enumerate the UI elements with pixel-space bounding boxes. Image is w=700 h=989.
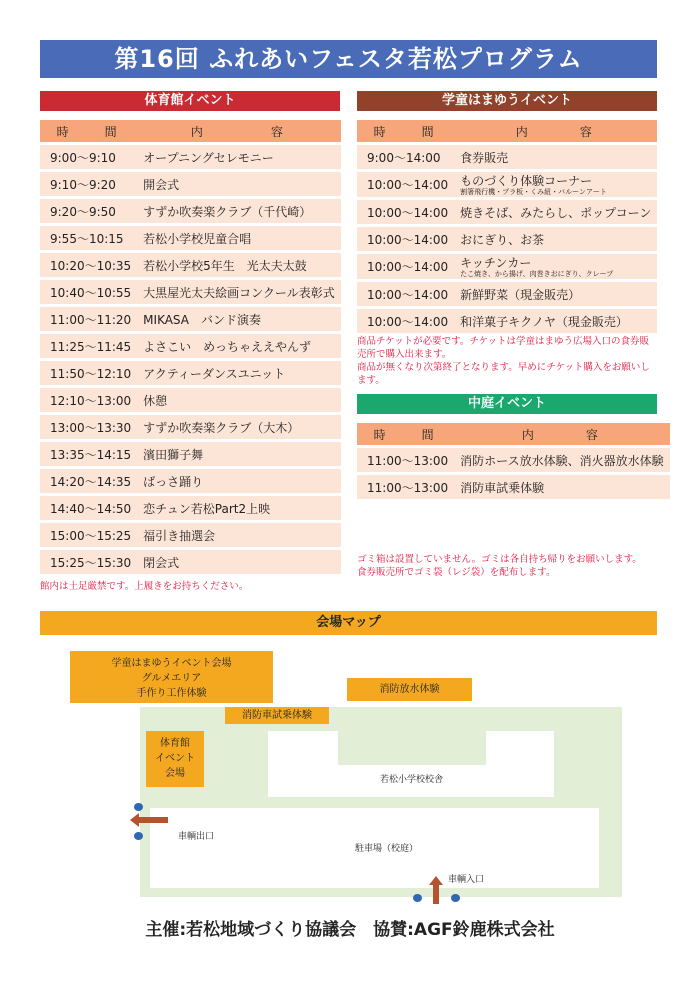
time-cell: 14:40〜14:50 <box>40 496 137 520</box>
entrance-marker-left <box>413 894 422 902</box>
content-text: 焼きそば、みたらし、ポップコーン <box>460 205 652 220</box>
content-cell <box>454 309 657 333</box>
content-text: 休憩 <box>143 393 168 408</box>
time-header: 時 間 <box>357 120 454 142</box>
map-section-title: 会場マップ <box>40 611 657 635</box>
time-cell: 14:20〜14:35 <box>40 469 137 493</box>
time-cell: 13:35〜14:15 <box>40 442 137 466</box>
content-text: オープニングセレモニー <box>143 150 274 165</box>
courtyard-note <box>357 553 657 579</box>
time-cell: 10:00〜14:00 <box>357 254 454 279</box>
gakudo-event-area <box>70 651 273 703</box>
firetruck-ride-area: 消防車試乗体験 <box>225 707 329 724</box>
time-cell: 11:00〜13:00 <box>357 475 454 499</box>
time-cell: 11:00〜13:00 <box>357 448 454 472</box>
content-text: 和洋菓子キクノヤ（現金販売） <box>460 314 628 329</box>
courtyard-section-title: 中庭イベント <box>357 394 657 414</box>
schedule-row <box>40 253 341 277</box>
content-text: 恋チュン若松Part2上映 <box>143 501 271 516</box>
courtyard-note-2: 食券販売所でゴミ袋（レジ袋）を配布します。 <box>357 567 556 578</box>
schedule-row <box>40 415 341 439</box>
entrance-marker-right <box>451 894 460 902</box>
time-cell: 15:00〜15:25 <box>40 523 137 547</box>
content-cell <box>137 496 341 520</box>
gakudo-section-title: 学童はまゆうイベント <box>357 91 657 111</box>
gym-schedule-table <box>40 117 341 577</box>
content-cell <box>454 448 669 472</box>
time-cell: 11:25〜11:45 <box>40 334 137 358</box>
content-text: 大黒屋光太夫絵画コンクール表彰式 <box>143 285 335 300</box>
schedule-row <box>40 361 341 385</box>
time-cell: 9:20〜9:50 <box>40 199 137 223</box>
schedule-row <box>40 280 341 304</box>
content-text: 若松小学校5年生 光太夫太鼓 <box>143 258 307 273</box>
school-building-label: 若松小学校校舎 <box>380 775 444 785</box>
time-cell: 10:00〜14:00 <box>357 309 454 333</box>
content-cell <box>454 475 669 499</box>
content-cell <box>137 334 341 358</box>
content-text: すずか吹奏楽クラブ（千代崎） <box>143 204 312 219</box>
content-text: 消防ホース放水体験、消火器放水体験 <box>460 453 664 468</box>
schedule-row <box>40 388 341 412</box>
content-text: キッチンカー <box>460 256 532 270</box>
schedule-row <box>357 200 657 224</box>
time-cell: 13:00〜13:30 <box>40 415 137 439</box>
content-cell <box>454 282 657 306</box>
time-cell: 9:55〜10:15 <box>40 226 137 250</box>
content-cell <box>137 523 341 547</box>
gym-label-1: 体育館 <box>160 738 190 749</box>
entrance-label: 車輌入口 <box>448 875 485 885</box>
gym-label-3: 会場 <box>165 768 185 779</box>
content-text: ものづくり体験コーナー <box>460 174 593 188</box>
gakudo-note-1: 商品チケットが必要です。チケットは学童はまゆう広場入口の食券販売所で購入出来ます。 <box>357 336 650 360</box>
schedule-row <box>40 172 341 196</box>
time-cell: 10:00〜14:00 <box>357 227 454 251</box>
content-header: 内 容 <box>454 423 669 445</box>
schedule-row <box>40 550 341 574</box>
schedule-row <box>357 227 657 251</box>
content-cell <box>454 172 657 197</box>
schedule-row <box>357 172 657 197</box>
gym-label-2: イベント <box>155 753 195 764</box>
content-cell <box>137 361 341 385</box>
parking-label: 駐車場（校庭） <box>355 844 419 854</box>
schedule-row <box>357 254 657 279</box>
content-text: 消防車試乗体験 <box>460 480 545 495</box>
content-header: 内 容 <box>137 120 341 142</box>
content-cell <box>454 254 657 279</box>
schedule-row <box>357 448 670 472</box>
content-cell <box>454 145 657 169</box>
exit-label: 車輌出口 <box>178 832 215 842</box>
content-cell <box>137 145 341 169</box>
content-cell <box>137 388 341 412</box>
content-text: よさこい めっちゃええやんず <box>143 339 312 354</box>
school-building <box>268 731 338 797</box>
school-building-right <box>486 731 554 797</box>
content-cell <box>137 469 341 493</box>
content-text: ばっさ踊り <box>143 474 204 489</box>
content-cell <box>137 199 341 223</box>
time-cell: 10:40〜10:55 <box>40 280 137 304</box>
content-cell <box>137 172 341 196</box>
exit-arrow-icon <box>130 813 170 827</box>
gakudo-schedule-table <box>357 117 657 336</box>
organizer-sponsor-footer: 主催:若松地域づくり協議会 協賛:AGF鈴鹿株式会社 <box>145 920 555 940</box>
gakudo-note <box>357 335 657 387</box>
schedule-row <box>357 145 657 169</box>
schedule-row <box>40 307 341 331</box>
content-cell <box>137 442 341 466</box>
content-text: MIKASA バンド演奏 <box>143 312 261 327</box>
schedule-row <box>40 496 341 520</box>
time-cell: 10:20〜10:35 <box>40 253 137 277</box>
time-cell: 9:00〜14:00 <box>357 145 454 169</box>
content-text: 閉会式 <box>143 555 180 570</box>
schedule-row <box>357 309 657 333</box>
gym-venue-area <box>146 731 204 787</box>
content-cell <box>454 227 657 251</box>
time-cell: 10:00〜14:00 <box>357 282 454 306</box>
content-text: 食券販売 <box>460 150 509 165</box>
content-text: 濱田獅子舞 <box>143 447 204 462</box>
courtyard-schedule-table <box>357 420 670 502</box>
content-header: 内 容 <box>454 120 657 142</box>
content-text: 開会式 <box>143 177 180 192</box>
content-cell <box>137 307 341 331</box>
content-text: すずか吹奏楽クラブ（大木） <box>143 420 300 435</box>
schedule-row <box>40 199 341 223</box>
schedule-row <box>357 282 657 306</box>
gakudo-area-label: 学童はまゆうイベント会場 <box>111 658 232 669</box>
entrance-arrow-icon <box>429 876 443 904</box>
gakudo-note-2: 商品が無くなり次第終了となります。早めにチケット購入をお願いします。 <box>357 362 650 386</box>
content-text: 新鮮野菜（現金販売） <box>460 287 581 302</box>
content-text: 福引き抽選会 <box>143 528 216 543</box>
content-text: 若松小学校児童合唱 <box>143 231 252 246</box>
time-cell: 9:00〜9:10 <box>40 145 137 169</box>
time-cell: 9:10〜9:20 <box>40 172 137 196</box>
schedule-row <box>40 523 341 547</box>
content-subtext: たこ焼き、から揚げ、肉巻きおにぎり、クレープ <box>460 270 614 278</box>
gourmet-area-label: グルメエリア <box>141 673 202 684</box>
time-cell: 15:25〜15:30 <box>40 550 137 574</box>
schedule-row <box>40 442 341 466</box>
exit-marker-top <box>134 803 143 811</box>
content-cell <box>137 226 341 250</box>
time-cell: 10:00〜14:00 <box>357 172 454 197</box>
content-cell <box>137 550 341 574</box>
content-subtext: 割箸飛行機・プラ板・くみ紐・バルーンアート <box>460 188 607 196</box>
craft-area-label: 手作り工作体験 <box>136 688 207 699</box>
content-cell <box>137 253 341 277</box>
page-title: 第16回 ふれあいフェスタ若松プログラム <box>40 40 657 78</box>
water-experience-area: 消防放水体験 <box>347 678 472 701</box>
time-header: 時 間 <box>40 120 137 142</box>
schedule-row <box>40 226 341 250</box>
time-cell: 12:10〜13:00 <box>40 388 137 412</box>
content-text: おにぎり、お茶 <box>460 232 545 247</box>
time-cell: 11:50〜12:10 <box>40 361 137 385</box>
schedule-row <box>40 145 341 169</box>
schedule-row <box>40 469 341 493</box>
schedule-row <box>40 334 341 358</box>
content-text: アクティーダンスユニット <box>143 366 286 381</box>
gym-section-title: 体育館イベント <box>40 91 340 111</box>
time-header: 時 間 <box>357 423 454 445</box>
time-cell: 10:00〜14:00 <box>357 200 454 224</box>
courtyard-note-1: ゴミ箱は設置していません。ゴミは各自持ち帰りをお願いします。 <box>357 554 642 565</box>
content-cell <box>137 415 341 439</box>
exit-marker-bottom <box>134 832 143 840</box>
schedule-row <box>357 475 670 499</box>
time-cell: 11:00〜11:20 <box>40 307 137 331</box>
content-cell <box>454 200 657 224</box>
gym-note: 館内は土足厳禁です。上履きをお持ちください。 <box>40 581 249 592</box>
content-cell <box>137 280 341 304</box>
